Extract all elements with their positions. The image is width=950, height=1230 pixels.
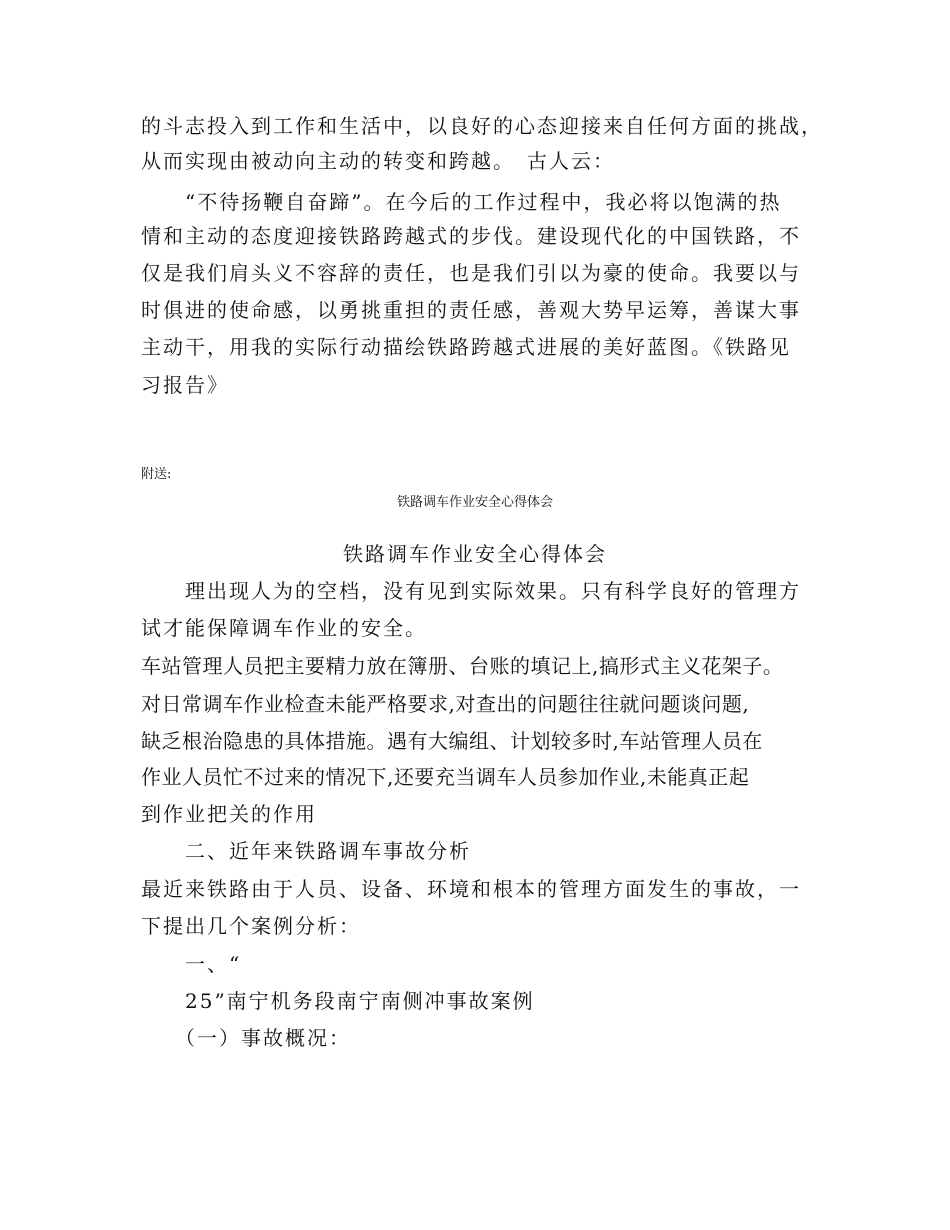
paragraph-line: 时俱进的使命感，以勇挑重担的责任感，善观大势早运筹，善谋大事: [141, 298, 801, 322]
appendix-small-title: 铁路调车作业安全心得体会: [396, 495, 553, 510]
subsection-heading: （一）事故概况：: [141, 1026, 351, 1050]
list-item: 25”南宁机务段南宁南侧冲事故案例: [141, 989, 535, 1013]
paragraph-line: 缺乏根治隐患的具体措施。遇有大编组、计划较多时,车站管理人员在: [141, 729, 763, 753]
paragraph-line: 仅是我们肩头义不容辞的责任，也是我们引以为豪的使命。我要以与: [141, 261, 801, 285]
paragraph-line: 作业人员忙不过来的情况下,还要充当调车人员参加作业,未能真正起: [141, 765, 750, 789]
paragraph-line: 情和主动的态度迎接铁路跨越式的步伐。建设现代化的中国铁路，不: [141, 224, 801, 248]
paragraph-line: 试才能保障调车作业的安全。: [141, 616, 427, 640]
paragraph-line: 从而实现由被动向主动的转变和跨越。 古人云：: [141, 149, 615, 173]
paragraph-line: 车站管理人员把主要精力放在簿册、台账的填记上,搞形式主义花架子。: [141, 654, 784, 678]
paragraph-line: 习报告》: [141, 373, 229, 397]
paragraph-line: 的斗志投入到工作和生活中，以良好的心态迎接来自任何方面的挑战，: [141, 114, 823, 138]
paragraph-line: 下提出几个案例分析：: [141, 914, 361, 938]
section-heading: 二、近年来铁路调车事故分析: [141, 839, 471, 863]
paragraph-line: “不待扬鞭自奋蹄”。在今后的工作过程中，我必将以饱满的热: [141, 190, 782, 214]
page-title: 铁路调车作业安全心得体会: [343, 542, 607, 566]
appendix-label: 附送:: [141, 467, 172, 482]
paragraph-line: 最近来铁路由于人员、设备、环境和根本的管理方面发生的事故，一: [141, 877, 801, 901]
paragraph-line: 主动干，用我的实际行动描绘铁路跨越式进展的美好蓝图。《铁路见: [141, 335, 791, 359]
paragraph-line: 对日常调车作业检查未能严格要求,对查出的问题往往就问题谈问题,: [141, 692, 750, 716]
paragraph-line: 到作业把关的作用: [141, 802, 317, 826]
list-item: 一、“: [141, 952, 242, 976]
paragraph-line: 理出现人为的空档，没有见到实际效果。只有科学良好的管理方: [141, 579, 801, 603]
